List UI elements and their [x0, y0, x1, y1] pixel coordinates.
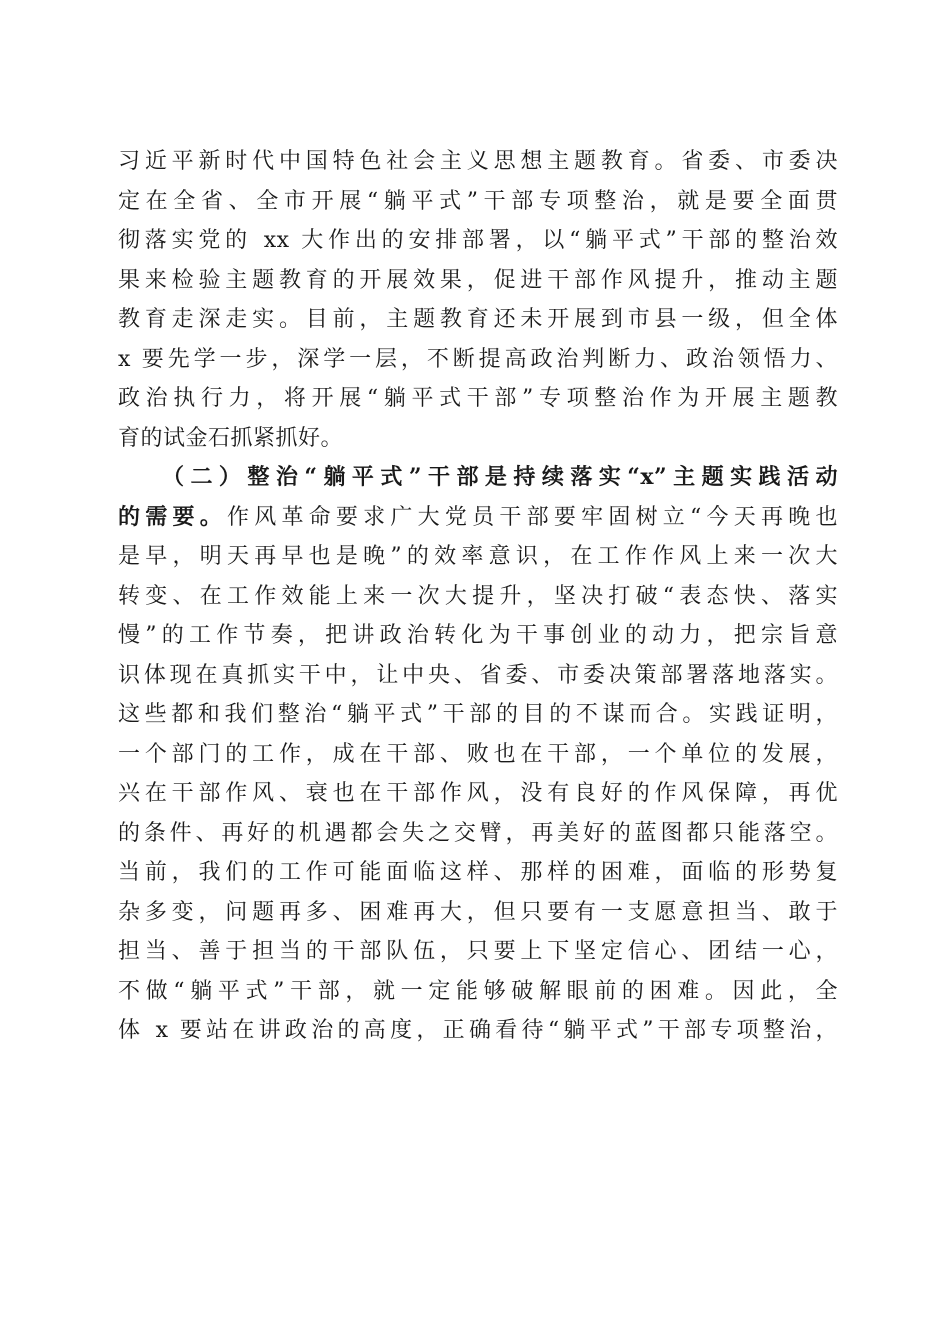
text-line: 慢”的工作节奏，把讲政治转化为干事创业的动力，把宗旨意: [118, 623, 838, 648]
text-line: 一个部门的工作，成在干部、败也在干部，一个单位的发展，: [118, 741, 838, 767]
text-line: 果来检验主题教育的开展效果，促进干部作风提升，推动主题: [118, 267, 838, 293]
text-line: 政治执行力，将开展“躺平式干部”专项整治作为开展主题教: [118, 386, 838, 411]
paragraph-2: [118, 458, 838, 1051]
text-line: 体 x 要站在讲政治的高度，正确看待“躺平式”干部专项整治，: [118, 1018, 838, 1043]
text-line: 彻落实党的 xx 大作出的安排部署，以“躺平式”干部的整治效: [118, 228, 838, 253]
text-line: 是早，明天再早也是晚”的效率意识，在工作作风上来一次大: [118, 544, 838, 569]
text-line: [118, 498, 838, 538]
text-line: 这些都和我们整治“躺平式”干部的目的不谋而合。实践证明，: [118, 702, 838, 727]
paragraph-1: [118, 142, 838, 458]
text-line: 不做“躺平式”干部，就一定能够破解眼前的困难。因此，全: [118, 978, 838, 1004]
text-line: 的条件、再好的机遇都会失之交臂，再美好的蓝图都只能落空。: [118, 820, 838, 846]
section-heading: （二）整治“躺平式”干部是持续落实“x”主题实践活动: [162, 464, 838, 490]
text-line: 当前，我们的工作可能面临这样、那样的困难，面临的形势复: [118, 860, 838, 885]
text-span: 作风革命要求广大党员干部要牢固树立“今天再晚也: [226, 504, 838, 530]
text-line: 教育走深走实。目前，主题教育还未开展到市县一级，但全体: [118, 307, 838, 332]
body-text: [118, 142, 838, 1051]
text-line: 识体现在真抓实干中，让中央、省委、市委决策部署落地落实。: [118, 662, 838, 688]
section-heading-end: 的需要。: [118, 503, 227, 530]
text-line: 定在全省、全市开展“躺平式”干部专项整治，就是要全面贯: [118, 188, 838, 214]
text-line: 兴在干部作风、衰也在干部作风，没有良好的作风保障，再优: [118, 781, 838, 806]
text-line: 转变、在工作效能上来一次大提升，坚决打破“表态快、落实: [118, 583, 838, 609]
text-line: 育的试金石抓紧抓好。: [118, 425, 344, 451]
text-line: 担当、善于担当的干部队伍，只要上下坚定信心、团结一心，: [118, 939, 838, 964]
text-line: 习近平新时代中国特色社会主义思想主题教育。省委、市委决: [118, 149, 838, 174]
text-line: 杂多变，问题再多、困难再大，但只要有一支愿意担当、敢于: [118, 899, 838, 925]
text-line: x 要先学一步，深学一层，不断提高政治判断力、政治领悟力、: [118, 346, 838, 372]
